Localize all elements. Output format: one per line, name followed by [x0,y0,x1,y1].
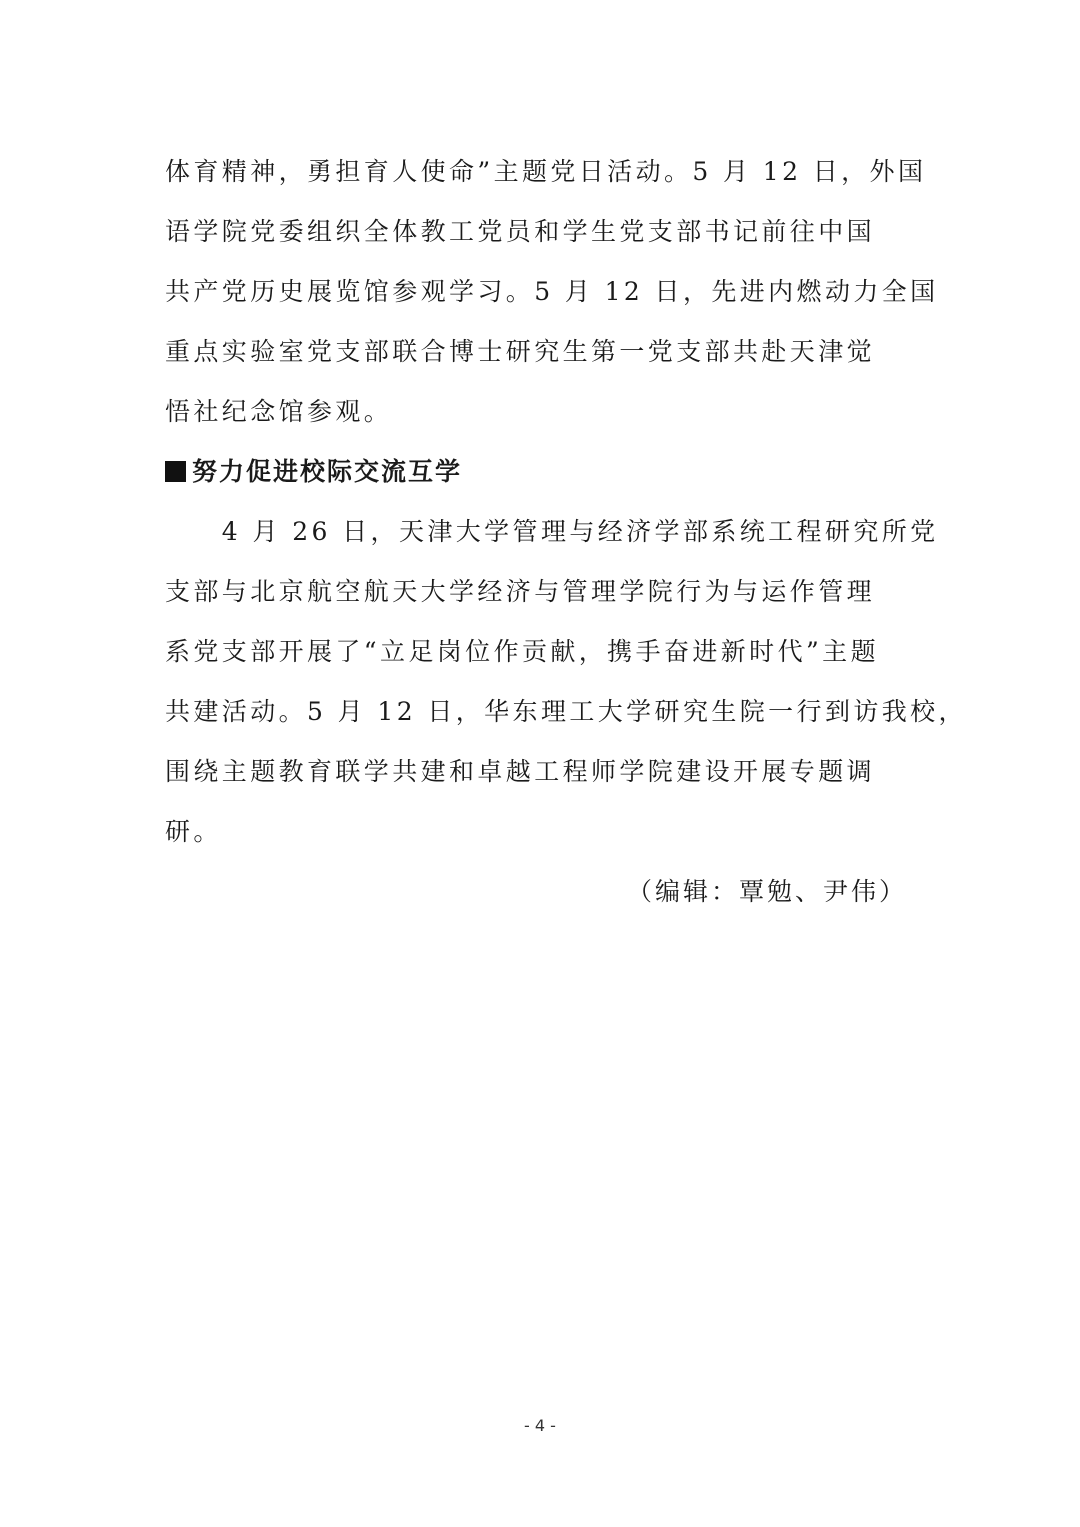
paragraph-line: 语学院党委组织全体教工党员和学生党支部书记前往中国 [165,217,876,246]
section-heading-text: 努力促进校际交流互学 [192,457,463,486]
editor-credit: （编辑：覃勉、尹伟） [626,877,907,906]
paragraph-line: 围绕主题教育联学共建和卓越工程师学院建设开展专题调 [165,757,876,786]
paragraph-line: 重点实验室党支部联合博士研究生第一党支部共赴天津觉 [165,337,876,366]
paragraph-line: 4 月 26 日，天津大学管理与经济学部系统工程研究所党 [165,517,939,546]
paragraph-line: 共产党历史展览馆参观学习。5 月 12 日，先进内燃动力全国 [165,277,939,306]
page-content [165,142,967,922]
paragraph-line: 研。 [165,817,222,846]
section-heading [165,442,915,502]
paragraph-line: 系党支部开展了“立足岗位作贡献，携手奋进新时代”主题 [165,637,879,666]
paragraph-exchange [165,502,967,862]
paragraph-line: 体育精神，勇担育人使命”主题党日活动。5 月 12 日，外国 [165,157,927,186]
paragraph-line: 共建活动。5 月 12 日，华东理工大学研究生院一行到访我校， [165,697,967,726]
square-bullet-icon [165,461,186,482]
paragraph-line: 支部与北京航空航天大学经济与管理学院行为与运作管理 [165,577,876,606]
paragraph-party-activities [165,142,939,442]
paragraph-line: 悟社纪念馆参观。 [165,397,393,426]
page-number: - 4 - [524,1416,556,1435]
